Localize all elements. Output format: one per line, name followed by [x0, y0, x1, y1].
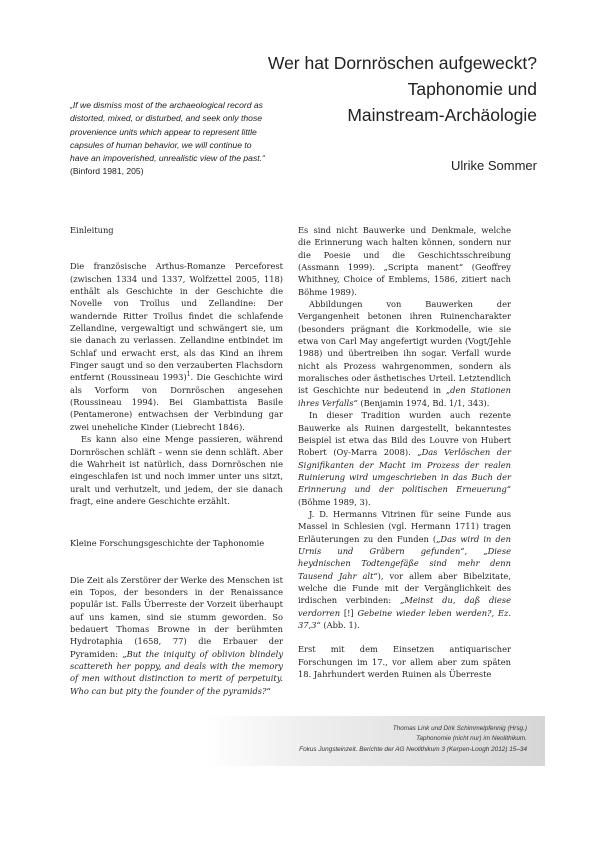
footnote-marker: 1: [186, 371, 191, 379]
paragraph: Es kann also eine Menge passieren, während Dornröschen schläft – wenn sie denn schläft. Aber die Wahrheit ist natürlich, dass Dornröschen nie eingeschlafen ist und noch immer unter uns sitzt, uralt und verhutzelt, und jedem, der sie danach fragt, eine andere Geschichte erzählt.: [70, 434, 283, 506]
paragraph: J. D. Hermanns Vitrinen für seine Funde aus Massel in Schlesien (vgl. Hermann 1711) tragen Erläuterungen zu den Funden („Das wird in den Urnis und Gräbern gefunden“, „Diese heydnischen Todtengefäße sind mehr denn Tausend Jahr alt“), vor allem aber Bibelzitate, welche die Funde mit der Vergänglichkeit des irdischen verbinden: „Meinst du, daß diese verdorren [!] Gebeine wieder leben werden?, Ez. 37,3“ (Abb. 1).: [298, 508, 512, 630]
publication-footer: [197, 724, 527, 755]
footer-volume-title: Taphonomie (nicht nur) im Neolithikum.: [416, 735, 527, 743]
left-column: [70, 224, 283, 697]
section-heading-forschungsgeschichte: Kleine Forschungsgeschichte der Taphonomie: [70, 538, 265, 549]
title-line-2: Taphonomie und: [407, 79, 537, 99]
title-line-1: Wer hat Dornröschen aufgeweckt?: [267, 53, 537, 73]
epigraph-source: (Binford 1981, 205): [70, 166, 144, 177]
browne-quote: „But the iniquity of oblivion blindely scattereth her poppy, and deals with the memory of men without distinction to merit of perpetuity. Who can but pity the founder of the pyramids?“: [70, 648, 284, 696]
title-line-3: Mainstream-Archäologie: [347, 105, 537, 125]
paragraph: Es sind nicht Bauwerke und Denkmale, welche die Erinnerung wach halten können, sondern nur die Poesie und die Geschichtsschreibung (Assmann 1999). „Scripta manent“ (Geoffrey Whithney, Choice of Emblems, 1586, zitiert nach Böhme 1989).: [298, 225, 511, 297]
paragraph: Abbildungen von Bauwerken der Vergangenheit betonen ihren Ruinencharakter (besonders prägnant die Korkmodelle, wie sie etwa von Carl May angefertigt wurden (Vogt/Jehle 1988) und übertreiben ihn sogar. Verfall wurde nicht als Prozess wahrgenommen, sondern als moralisches oder ästhetisches Urteil. Letztendlich ist Geschichte nur bedeutend in „den Stationen ihres Verfalls“ (Benjamin 1974, Bd. 1/1, 343).: [298, 299, 511, 408]
paragraph: Erst mit dem Einsetzen antiquarischer Forschungen im 17., vor allem aber zum späten 18. Jahrhundert werden Ruinen als Überreste: [298, 644, 511, 680]
paragraph: Die französische Arthus-Romanze Perceforest (zwischen 1334 und 1337, Wolfzettel 2005, 118) enthält als Geschichte in der Geschichte die Novelle von Troïlus und Zellandine: Der wandernde Ritter Troïlus findet die schlafende Zellandine, vergewaltigt und schwängert sie, um sie danach zu verlassen. Zellandine entbindet im Schlaf und erwacht erst, als das Kind an ihrem Finger saugt und so den verzauberten Flachsdorn entfernt (Roussineau 1993)$^1$. Die Geschichte wird als Vorform von Dornröschen angesehen (Roussineau 1994). Bei Giambattista Basile (Pentamerone) entwachsen der Verbindung gar zwei uneheliche Kinder (Liebrecht 1846).: [70, 261, 283, 432]
author-name: Ulrike Sommer: [451, 158, 537, 173]
footer-editors: Thomas Link und Dirk Schimmelpfennig (Hrsg.): [392, 725, 527, 732]
epigraph: [70, 99, 270, 179]
epigraph-quote: „If we dismiss most of the archaeological record as distorted, mixed, or disturbed, and seek only those provenience units which appear to represent little capsules of human behavior, we will continue to have an impoverished, unrealistic view of the past.“: [70, 100, 265, 164]
section-heading-einleitung: Einleitung: [70, 225, 114, 235]
paragraph: In dieser Tradition wurden auch rezente Bauwerke als Ruinen dargestellt, bekanntestes Beispiel ist etwa das Bild des Louvre von Hubert Robert (Oy-Marra 2008). „Das Verlöschen der Signifikanten der Macht im Prozess der realen Ruinierung wird umgeschrieben in das Buch der Erinnerung und der politischen Erneuerung“ (Böhme 1989, 3).: [298, 410, 511, 507]
right-column: [298, 224, 511, 680]
paragraph: Die Zeit als Zerstörer der Werke des Menschen ist ein Topos, der besonders in der Renaissance populär ist. Falls Überreste der Vorzeit überhaupt auf uns kamen, sind sie stumm geworden. So bedauert Thomas Browne in der berühmten Hydrotaphia (1658, 77) die Erbauer der Pyramiden: „But the iniquity of oblivion blindely scattereth her poppy, and deals with the memory of men without distinction to merit of perpetuity. Who can but pity the founder of the pyramids?“: [70, 574, 284, 696]
footer-series: Fokus Jungsteinzeit. Berichte der AG Neolithikum 3 (Kerpen-Loogh 2012) 15–34: [299, 745, 527, 753]
